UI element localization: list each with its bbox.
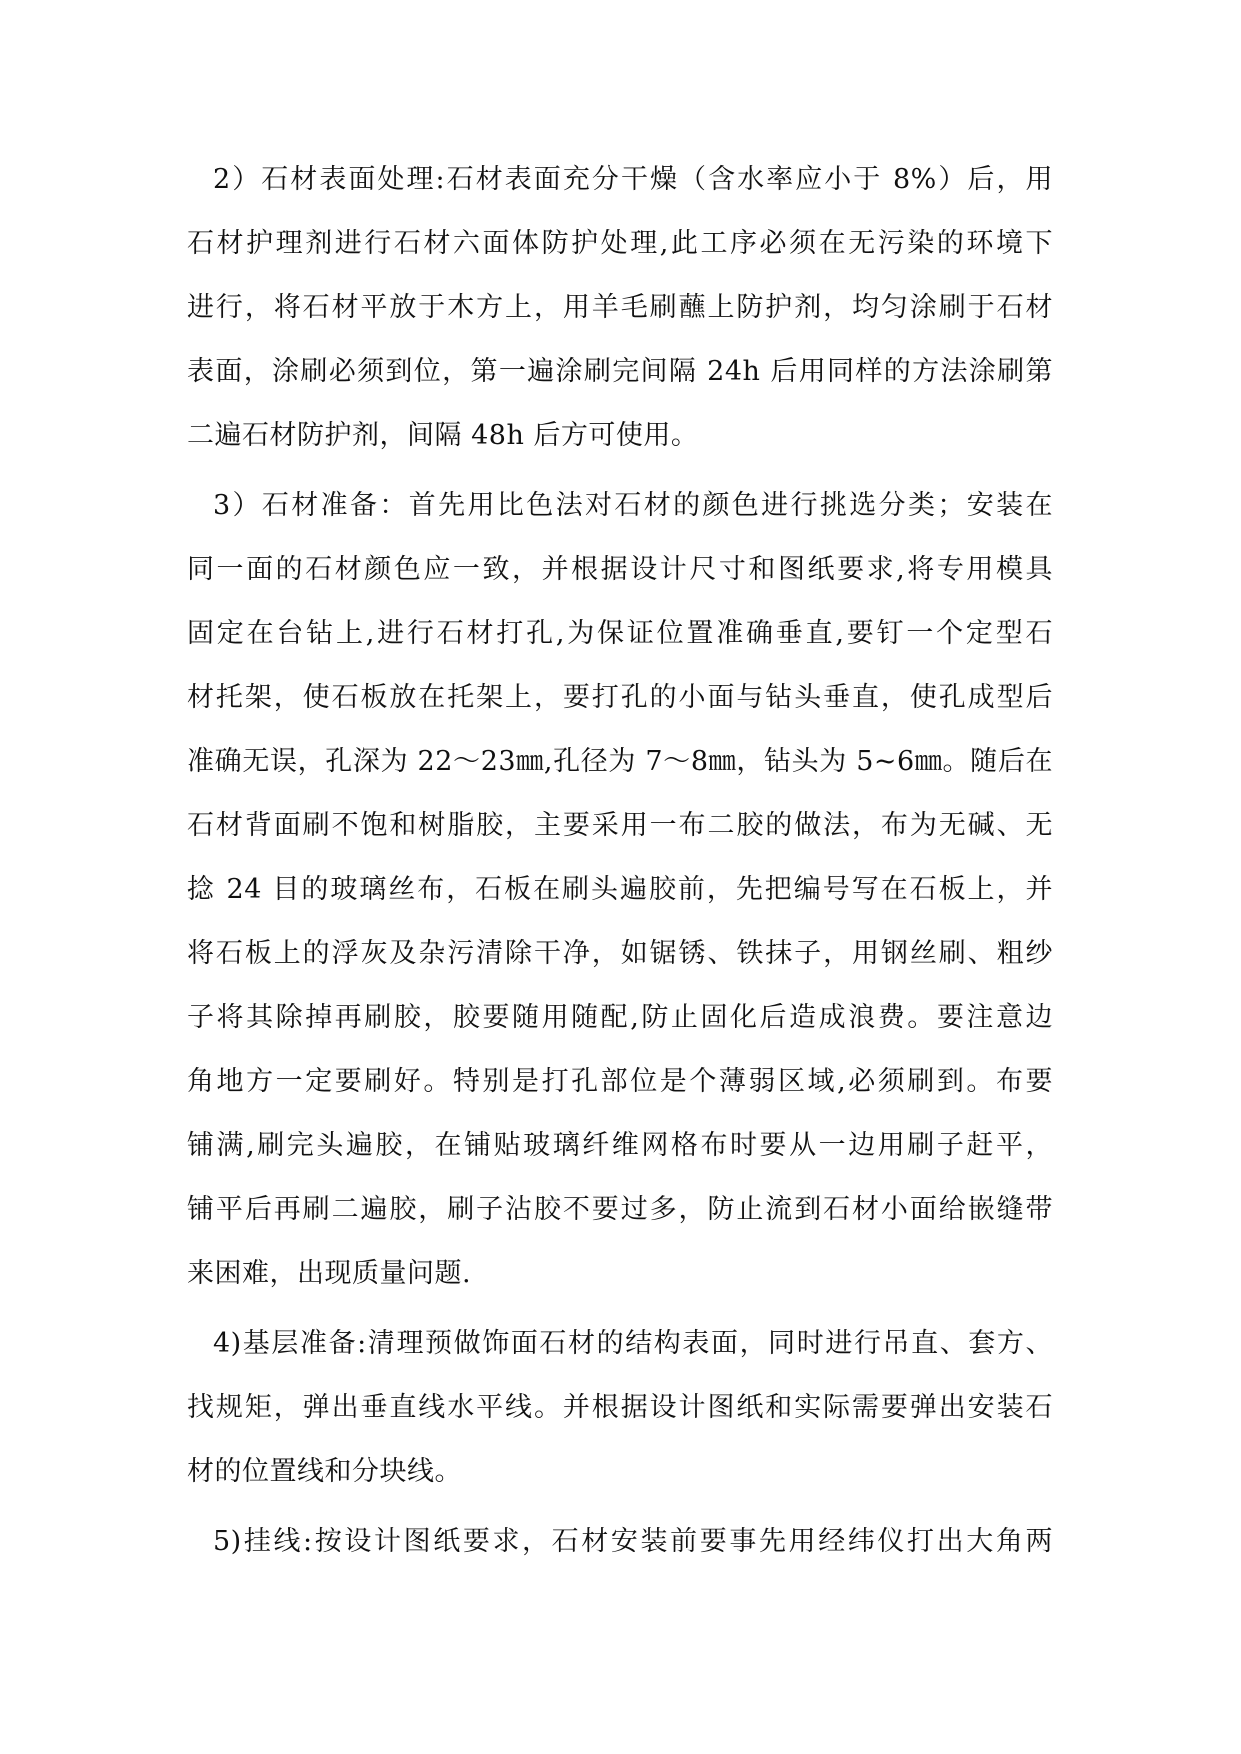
text-line: 铺满,刷完头遍胶，在铺贴玻璃纤维网格布时要从一边用刷子赶平，	[187, 1130, 1053, 1161]
text-line: 铺平后再刷二遍胶，刷子沾胶不要过多，防止流到石材小面给嵌缝带	[187, 1194, 1053, 1225]
text-line: 二遍石材防护剂，间隔 48h 后方可使用。	[187, 420, 699, 451]
text-line: 捻 24 目的玻璃丝布，石板在刷头遍胶前，先把编号写在石板上，并	[187, 874, 1053, 905]
text-line: 2）石材表面处理:石材表面充分干燥（含水率应小于 8%）后，用	[213, 164, 1053, 195]
text-line: 3）石材准备：首先用比色法对石材的颜色进行挑选分类；安装在	[213, 490, 1053, 521]
text-line: 子将其除掉再刷胶，胶要随用随配,防止固化后造成浪费。要注意边	[187, 1002, 1053, 1033]
text-line: 来困难，出现质量问题.	[187, 1258, 472, 1289]
text-line: 固定在台钻上,进行石材打孔,为保证位置准确垂直,要钉一个定型石	[187, 618, 1053, 649]
text-line: 材的位置线和分块线。	[187, 1456, 462, 1487]
text-line: 将石板上的浮灰及杂污清除干净，如锯锈、铁抹子，用钢丝刷、粗纱	[187, 938, 1053, 969]
text-line: 4)基层准备:清理预做饰面石材的结构表面，同时进行吊直、套方、	[213, 1328, 1053, 1359]
document-body	[187, 162, 1053, 1588]
text-line: 5)挂线:按设计图纸要求，石材安装前要事先用经纬仪打出大角两	[213, 1526, 1053, 1557]
text-line: 石材背面刷不饱和树脂胶，主要采用一布二胶的做法，布为无碱、无	[187, 810, 1053, 841]
paragraph-base-preparation	[187, 1326, 1053, 1518]
text-line: 表面，涂刷必须到位，第一遍涂刷完间隔 24h 后用同样的方法涂刷第	[187, 356, 1053, 387]
paragraph-surface-treatment	[187, 162, 1053, 482]
text-line: 进行，将石材平放于木方上，用羊毛刷蘸上防护剂，均匀涂刷于石材	[187, 292, 1053, 323]
text-line: 准确无误，孔深为 22～23㎜,孔径为 7～8㎜，钻头为 5~6㎜。随后在	[187, 746, 1053, 777]
text-line: 石材护理剂进行石材六面体防护处理,此工序必须在无污染的环境下	[187, 228, 1053, 259]
text-line: 角地方一定要刷好。特别是打孔部位是个薄弱区域,必须刷到。布要	[187, 1066, 1053, 1097]
paragraph-hanging-line	[187, 1524, 1053, 1588]
text-line: 同一面的石材颜色应一致，并根据设计尺寸和图纸要求,将专用模具	[187, 554, 1053, 585]
text-line: 找规矩，弹出垂直线水平线。并根据设计图纸和实际需要弹出安装石	[187, 1392, 1053, 1423]
text-line: 材托架，使石板放在托架上，要打孔的小面与钻头垂直，使孔成型后	[187, 682, 1053, 713]
paragraph-stone-preparation	[187, 488, 1053, 1320]
